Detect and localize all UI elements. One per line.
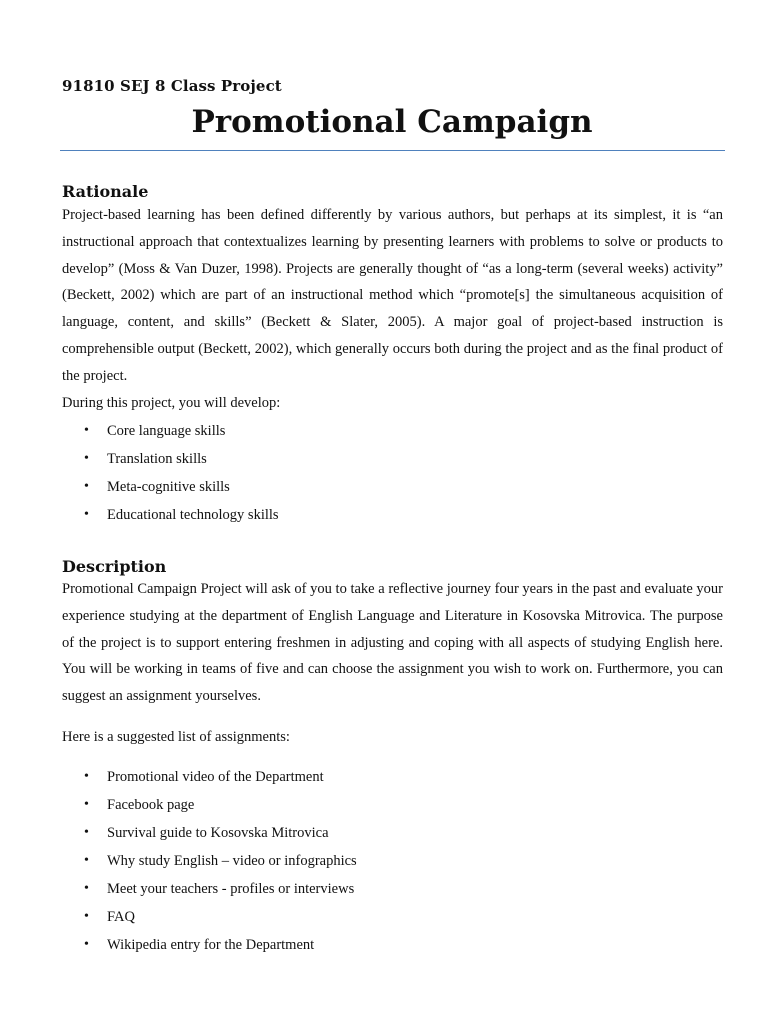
list-item: • Promotional video of the Department <box>84 769 324 785</box>
assignments-list <box>62 768 357 964</box>
list-item: • Why study English – video or infographics <box>84 853 357 869</box>
page-title: Promotional Campaign <box>191 104 593 140</box>
rationale-heading: Rationale <box>62 182 149 201</box>
list-item: • FAQ <box>84 909 135 925</box>
bullet-icon: • <box>84 423 89 438</box>
list-item: • Translation skills <box>84 451 207 467</box>
course-code: 91810 SEJ 8 Class Project <box>62 77 282 95</box>
list-item: • Educational technology skills <box>84 507 279 523</box>
bullet-icon: • <box>84 909 89 924</box>
bullet-icon: • <box>84 451 89 466</box>
list-item: • Facebook page <box>84 797 195 813</box>
skills-list <box>62 422 279 534</box>
list-item: • Meet your teachers - profiles or interviews <box>84 881 355 897</box>
description-heading: Description <box>62 557 167 576</box>
bullet-icon: • <box>84 507 89 522</box>
skills-intro: During this project, you will develop: <box>62 395 281 411</box>
list-item: • Survival guide to Kosovska Mitrovica <box>84 825 329 841</box>
bullet-icon: • <box>84 937 89 952</box>
bullet-icon: • <box>84 797 89 812</box>
list-item: • Core language skills <box>84 423 226 439</box>
list-item: • Meta-cognitive skills <box>84 479 230 495</box>
assignments-intro: Here is a suggested list of assignments: <box>62 729 290 745</box>
title-divider <box>60 150 725 151</box>
bullet-icon: • <box>84 479 89 494</box>
bullet-icon: • <box>84 769 89 784</box>
description-paragraph: Promotional Campaign Project will ask of you to take a reflective journey four years in the past and evaluate your experience studying at the department of English Language and Literature in Kosovska Mitrovica. The purpose of the project is to support entering freshmen in adjusting and coping with all aspects of studying English here. You will be working in teams of five and can choose the assignment you wish to work on. Furthermore, you can suggest an assignment yourselves. <box>62 581 723 705</box>
rationale-paragraph: Project-based learning has been defined differently by various authors, but perhaps at its simplest, it is “an instructional approach that contextualizes learning by presenting learners with problems to solve or products to develop” (Moss & Van Duzer, 1998). Projects are generally thought of “as a long-term (several weeks) activity” (Beckett, 2002) which are part of an instructional method which “promote[s] the simultaneous acquisition of language, content, and skills” (Beckett & Slater, 2005). A major goal of project-based instruction is comprehensible output (Beckett, 2002), which generally occurs both during the project and as the final product of the project. <box>62 207 723 384</box>
bullet-icon: • <box>84 853 89 868</box>
list-item: • Wikipedia entry for the Department <box>84 937 315 953</box>
bullet-icon: • <box>84 881 89 896</box>
bullet-icon: • <box>84 825 89 840</box>
